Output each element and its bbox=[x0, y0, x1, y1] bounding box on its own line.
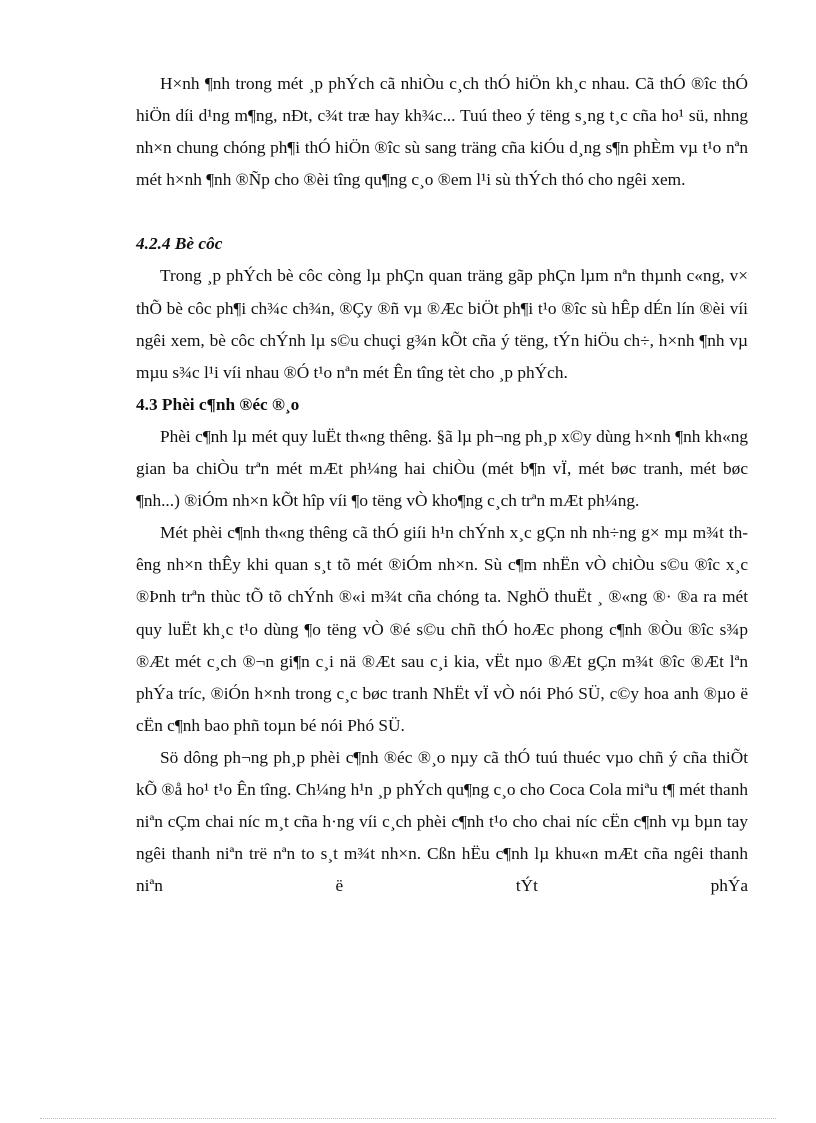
document-page bbox=[136, 68, 748, 902]
heading-4-2-4: 4.2.4 Bè côc bbox=[136, 234, 223, 254]
paragraph-layout: Trong ¸p phÝch bè côc còng lµ phÇn quan träng gãp phÇn lµm nªn thµnh c«ng, v× thÕ bè côc ph¶i ch¾c ch¾n, ®Çy ®ñ vµ ®Æc biÖt ph¶i t¹o ®îc sù hÊp dÉn lín ®èi víi ngêi xem, bè côc chÝnh lµ s©u chuçi g¾n kÕt cña ý tëng, tÝn hiÖu ch÷, h×nh ¶nh vµ mµu s¾c l¹i víi nhau ®Ó t¹o nªn mét Ên tîng tèt cho ¸p phÝch. bbox=[136, 266, 748, 382]
spacer bbox=[136, 196, 748, 228]
paragraph-coca-cola-example: Sö dông ph¬ng ph¸p phèi c¶nh ®éc ®¸o nµy cã thÓ tuú thuéc vµo chñ ý cña thiÕt kÕ ®å ho¹ t¹o Ên tîng. Ch¼ng h¹n ¸p phÝch qu¶ng c¸o cho Coca Cola miªu t¶ mét thanh niªn cÇm chai níc m¸t cña h·ng víi c¸ch phèi c¶nh t¹o cho chai níc cËn c¶nh vµ bµn tay ngêi thanh niªn trë nªn to s¸t m¾t nh×n. Cßn hËu c¶nh lµ khu«n mÆt cña ngêi thanh niªn ë tÝt phÝa bbox=[136, 747, 748, 896]
paragraph-perspective-rule: Phèi c¶nh lµ mét quy luËt th«ng thêng. §ã lµ ph¬ng ph¸p x©y dùng h×nh ¶nh kh«ng gian ba chiÒu trªn mét mÆt ph¼ng hai chiÒu (mét b¶n vÏ, mét bøc tranh, mét bøc ¶nh...) ®iÓm nh×n kÕt hîp víi ¶o tëng vÒ kho¶ng c¸ch trªn mÆt ph¼ng. bbox=[136, 426, 748, 511]
paragraph-image-expression: H×nh ¶nh trong mét ¸p phÝch cã nhiÒu c¸ch thÓ hiÖn kh¸c nhau. Cã thÓ ®îc thÓ hiÖn díi d¹ng m¶ng, nÐt, c¾t træ hay kh¾c... Tuú theo ý tëng s¸ng t¸c cña ho¹ sü, nhng nh×n chung chóng ph¶i thÓ hiÖn ®îc sù sang träng cña kiÓu d¸ng s¶n phÈm vµ t¹o nªn mét h×nh ¶nh ®Ñp cho ®èi tîng qu¶ng c¸o ®em l¹i sù thÝch thó cho ngêi xem. bbox=[136, 74, 748, 190]
paragraph-perspective-eye: Mét phèi c¶nh th«ng thêng cã thÓ giíi h¹n chÝnh x¸c gÇn nh nh÷ng g× mµ m¾t thêng nh×n thÊy khi quan s¸t tõ mét ®iÓm nh×n. Sù c¶m nhËn vÒ chiÒu s©u ®îc x¸c ®Þnh trªn thùc tÕ tõ chÝnh ®«i m¾t cña chóng ta. NghÖ thuËt ¸ ®«ng ®· ®a ra mét quy luËt kh¸c t¹o dùng ¶o tëng vÒ ®é s©u chñ thÓ hoÆc phong c¶nh ®Òu ®îc s¾p ®Æt mét c¸ch ®¬n gi¶n c¸i nä ®Æt sau c¸i kia, vËt nµo ®Æt gÇn m¾t ®îc ®Æt lªn phÝa tríc, ®iÓn h×nh trong c¸c bøc tranh NhËt vÏ vÒ nói Phó SÜ, c©y hoa anh ®µo ë cËn c¶nh bao phñ toµn bé nói Phó SÜ. bbox=[136, 523, 748, 735]
footer-dotted-rule bbox=[40, 1118, 776, 1119]
heading-4-3: 4.3 Phèi c¶nh ®éc ®¸o bbox=[136, 394, 300, 414]
